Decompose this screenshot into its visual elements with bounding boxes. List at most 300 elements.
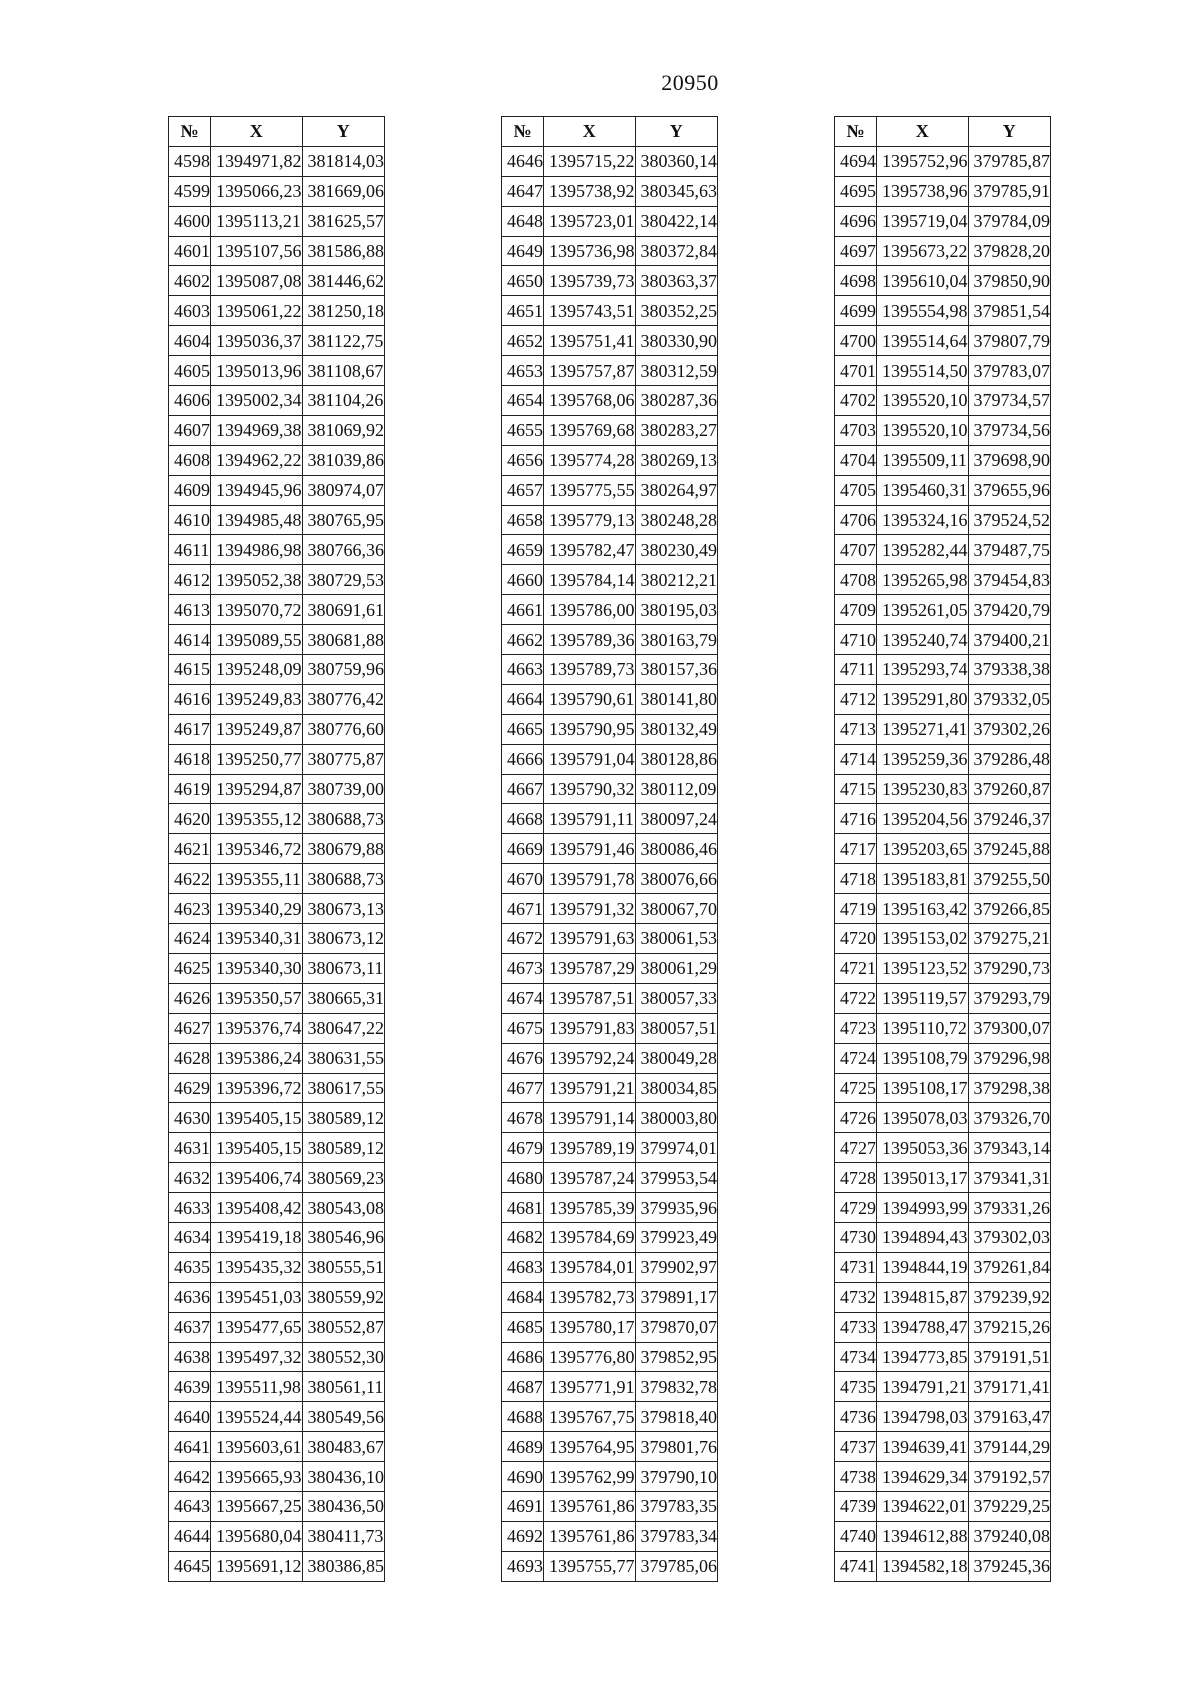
- point-number-cell: 4682: [502, 1222, 544, 1252]
- y-coordinate-cell: 379171,41: [968, 1372, 1051, 1402]
- x-coordinate-cell: 1394985,48: [211, 505, 303, 535]
- x-coordinate-cell: 1395249,83: [211, 684, 303, 714]
- y-coordinate-cell: 379246,37: [968, 804, 1051, 834]
- y-coordinate-cell: 380776,60: [302, 714, 385, 744]
- x-coordinate-cell: 1395451,03: [211, 1282, 303, 1312]
- point-number-cell: 4600: [169, 206, 211, 236]
- point-number-cell: 4720: [835, 924, 877, 954]
- table-row: [502, 236, 718, 266]
- table-row: [835, 176, 1051, 206]
- y-coordinate-cell: 380436,50: [302, 1491, 385, 1521]
- y-coordinate-cell: 379783,07: [968, 356, 1051, 386]
- table-row: [835, 1521, 1051, 1551]
- x-coordinate-cell: 1395282,44: [877, 535, 969, 565]
- table-row: [502, 924, 718, 954]
- y-coordinate-cell: 380665,31: [302, 983, 385, 1013]
- point-number-cell: 4606: [169, 386, 211, 416]
- coordinate-table-1: [168, 116, 385, 1582]
- point-number-cell: 4657: [502, 475, 544, 505]
- x-coordinate-cell: 1394945,96: [211, 475, 303, 505]
- x-coordinate-cell: 1395776,80: [544, 1342, 636, 1372]
- table-row: [502, 1252, 718, 1282]
- point-number-cell: 4697: [835, 236, 877, 266]
- table-row: [502, 1521, 718, 1551]
- table-row: [169, 1222, 385, 1252]
- point-number-cell: 4674: [502, 983, 544, 1013]
- x-coordinate-cell: 1394993,99: [877, 1193, 969, 1223]
- point-number-cell: 4725: [835, 1073, 877, 1103]
- point-number-cell: 4630: [169, 1103, 211, 1133]
- table-row: [502, 1462, 718, 1492]
- table-row: [835, 1462, 1051, 1492]
- point-number-cell: 4726: [835, 1103, 877, 1133]
- x-coordinate-cell: 1395780,17: [544, 1312, 636, 1342]
- x-coordinate-cell: 1395107,56: [211, 236, 303, 266]
- x-coordinate-cell: 1395767,75: [544, 1402, 636, 1432]
- point-number-cell: 4670: [502, 864, 544, 894]
- table-row: [502, 655, 718, 685]
- y-coordinate-cell: 380589,12: [302, 1133, 385, 1163]
- table-row: [169, 356, 385, 386]
- point-number-cell: 4643: [169, 1491, 211, 1521]
- x-coordinate-cell: 1394894,43: [877, 1222, 969, 1252]
- y-coordinate-cell: 380057,33: [635, 983, 718, 1013]
- x-coordinate-cell: 1395070,72: [211, 595, 303, 625]
- point-number-cell: 4692: [502, 1521, 544, 1551]
- y-coordinate-cell: 380312,59: [635, 356, 718, 386]
- x-coordinate-cell: 1395764,95: [544, 1432, 636, 1462]
- y-coordinate-cell: 380230,49: [635, 535, 718, 565]
- table-row: [835, 684, 1051, 714]
- x-coordinate-cell: 1395719,04: [877, 206, 969, 236]
- table-row: [502, 1432, 718, 1462]
- y-coordinate-cell: 379266,85: [968, 894, 1051, 924]
- table-row: [169, 326, 385, 356]
- y-coordinate-cell: 380067,70: [635, 894, 718, 924]
- table-row: [502, 206, 718, 236]
- y-coordinate-cell: 379286,48: [968, 744, 1051, 774]
- x-coordinate-cell: 1395406,74: [211, 1163, 303, 1193]
- x-coordinate-cell: 1395680,04: [211, 1521, 303, 1551]
- point-number-cell: 4708: [835, 565, 877, 595]
- x-coordinate-cell: 1395715,22: [544, 146, 636, 176]
- table-row: [169, 1521, 385, 1551]
- table-row: [835, 1103, 1051, 1133]
- y-coordinate-cell: 380264,97: [635, 475, 718, 505]
- point-number-cell: 4659: [502, 535, 544, 565]
- table-row: [169, 1282, 385, 1312]
- y-coordinate-cell: 379832,78: [635, 1372, 718, 1402]
- x-coordinate-cell: 1395052,38: [211, 565, 303, 595]
- point-number-cell: 4665: [502, 714, 544, 744]
- y-coordinate-cell: 379260,87: [968, 774, 1051, 804]
- x-coordinate-cell: 1395791,83: [544, 1013, 636, 1043]
- x-coordinate-cell: 1395355,12: [211, 804, 303, 834]
- coordinate-table-2: [501, 116, 718, 1582]
- point-number-cell: 4655: [502, 415, 544, 445]
- x-coordinate-cell: 1395355,11: [211, 864, 303, 894]
- point-number-cell: 4732: [835, 1282, 877, 1312]
- table-row: [502, 1013, 718, 1043]
- y-coordinate-cell: 380555,51: [302, 1252, 385, 1282]
- table-row: [835, 595, 1051, 625]
- table-row: [835, 1372, 1051, 1402]
- table-row: [835, 1342, 1051, 1372]
- table-row: [835, 415, 1051, 445]
- x-coordinate-cell: 1395497,32: [211, 1342, 303, 1372]
- point-number-cell: 4651: [502, 296, 544, 326]
- x-coordinate-cell: 1395782,47: [544, 535, 636, 565]
- coordinate-table-3: [834, 116, 1051, 1582]
- table-row: [169, 1103, 385, 1133]
- y-coordinate-cell: 380157,36: [635, 655, 718, 685]
- table-row: [169, 505, 385, 535]
- point-number-cell: 4626: [169, 983, 211, 1013]
- table-row: [502, 983, 718, 1013]
- table-body: [835, 146, 1051, 1581]
- point-number-cell: 4649: [502, 236, 544, 266]
- x-coordinate-cell: 1395786,00: [544, 595, 636, 625]
- y-coordinate-cell: 380561,11: [302, 1372, 385, 1402]
- point-number-cell: 4612: [169, 565, 211, 595]
- point-number-cell: 4696: [835, 206, 877, 236]
- point-number-cell: 4613: [169, 595, 211, 625]
- table-row: [169, 774, 385, 804]
- table-row: [169, 1342, 385, 1372]
- y-coordinate-cell: 379953,54: [635, 1163, 718, 1193]
- table-row: [169, 1043, 385, 1073]
- table-row: [835, 535, 1051, 565]
- point-number-cell: 4601: [169, 236, 211, 266]
- point-number-cell: 4653: [502, 356, 544, 386]
- x-coordinate-cell: 1395791,78: [544, 864, 636, 894]
- y-coordinate-cell: 379785,91: [968, 176, 1051, 206]
- y-coordinate-cell: 380765,95: [302, 505, 385, 535]
- table-row: [169, 595, 385, 625]
- y-coordinate-cell: 380345,63: [635, 176, 718, 206]
- point-number-cell: 4680: [502, 1163, 544, 1193]
- y-coordinate-cell: 379870,07: [635, 1312, 718, 1342]
- point-number-cell: 4738: [835, 1462, 877, 1492]
- table-row: [835, 1133, 1051, 1163]
- y-coordinate-cell: 379332,05: [968, 684, 1051, 714]
- x-coordinate-cell: 1395340,30: [211, 953, 303, 983]
- y-coordinate-cell: 379902,97: [635, 1252, 718, 1282]
- table-row: [835, 1252, 1051, 1282]
- y-coordinate-cell: 380673,11: [302, 953, 385, 983]
- point-number-cell: 4647: [502, 176, 544, 206]
- y-coordinate-cell: 379275,21: [968, 924, 1051, 954]
- x-coordinate-cell: 1395376,74: [211, 1013, 303, 1043]
- y-coordinate-cell: 379290,73: [968, 953, 1051, 983]
- point-number-cell: 4609: [169, 475, 211, 505]
- table-row: [502, 1043, 718, 1073]
- point-number-cell: 4607: [169, 415, 211, 445]
- y-coordinate-cell: 381108,67: [302, 356, 385, 386]
- point-number-cell: 4604: [169, 326, 211, 356]
- x-coordinate-cell: 1394971,82: [211, 146, 303, 176]
- table-row: [169, 266, 385, 296]
- y-coordinate-cell: 380330,90: [635, 326, 718, 356]
- point-number-cell: 4667: [502, 774, 544, 804]
- y-coordinate-cell: 380049,28: [635, 1043, 718, 1073]
- x-coordinate-cell: 1395259,36: [877, 744, 969, 774]
- table-row: [835, 655, 1051, 685]
- y-coordinate-cell: 379293,79: [968, 983, 1051, 1013]
- point-number-cell: 4669: [502, 834, 544, 864]
- table-row: [835, 386, 1051, 416]
- x-coordinate-cell: 1395738,96: [877, 176, 969, 206]
- y-coordinate-cell: 381669,06: [302, 176, 385, 206]
- x-coordinate-cell: 1395743,51: [544, 296, 636, 326]
- table-row: [169, 953, 385, 983]
- y-coordinate-cell: 381069,92: [302, 415, 385, 445]
- point-number-cell: 4731: [835, 1252, 877, 1282]
- y-coordinate-cell: 380974,07: [302, 475, 385, 505]
- x-coordinate-cell: 1395790,61: [544, 684, 636, 714]
- table-row: [502, 953, 718, 983]
- y-coordinate-cell: 379163,47: [968, 1402, 1051, 1432]
- y-coordinate-cell: 380546,96: [302, 1222, 385, 1252]
- y-coordinate-cell: 381586,88: [302, 236, 385, 266]
- x-coordinate-cell: 1395053,36: [877, 1133, 969, 1163]
- x-coordinate-cell: 1395762,99: [544, 1462, 636, 1492]
- table-body: [502, 146, 718, 1581]
- y-coordinate-cell: 380269,13: [635, 445, 718, 475]
- point-number-cell: 4619: [169, 774, 211, 804]
- table-row: [502, 1342, 718, 1372]
- x-coordinate-cell: 1395791,63: [544, 924, 636, 954]
- x-coordinate-cell: 1395340,31: [211, 924, 303, 954]
- y-coordinate-cell: 379239,92: [968, 1282, 1051, 1312]
- point-number-cell: 4713: [835, 714, 877, 744]
- table-row: [169, 655, 385, 685]
- table-row: [169, 1491, 385, 1521]
- table-row: [502, 565, 718, 595]
- x-coordinate-cell: 1395771,91: [544, 1372, 636, 1402]
- y-coordinate-cell: 380775,87: [302, 744, 385, 774]
- x-coordinate-cell: 1395782,73: [544, 1282, 636, 1312]
- y-coordinate-cell: 379801,76: [635, 1432, 718, 1462]
- y-coordinate-cell: 380559,92: [302, 1282, 385, 1312]
- point-number-cell: 4684: [502, 1282, 544, 1312]
- table-row: [169, 206, 385, 236]
- point-number-cell: 4660: [502, 565, 544, 595]
- header-y: Y: [302, 117, 385, 147]
- y-coordinate-cell: 380061,29: [635, 953, 718, 983]
- table-row: [169, 475, 385, 505]
- x-coordinate-cell: 1394986,98: [211, 535, 303, 565]
- y-coordinate-cell: 380729,53: [302, 565, 385, 595]
- table-row: [502, 894, 718, 924]
- x-coordinate-cell: 1395791,04: [544, 744, 636, 774]
- table-row: [835, 744, 1051, 774]
- table-header-row: [169, 117, 385, 147]
- x-coordinate-cell: 1394798,03: [877, 1402, 969, 1432]
- x-coordinate-cell: 1395757,87: [544, 356, 636, 386]
- table-row: [169, 684, 385, 714]
- x-coordinate-cell: 1395087,08: [211, 266, 303, 296]
- point-number-cell: 4719: [835, 894, 877, 924]
- point-number-cell: 4730: [835, 1222, 877, 1252]
- point-number-cell: 4672: [502, 924, 544, 954]
- table-row: [835, 356, 1051, 386]
- table-row: [835, 804, 1051, 834]
- table-row: [502, 415, 718, 445]
- x-coordinate-cell: 1395036,37: [211, 326, 303, 356]
- point-number-cell: 4671: [502, 894, 544, 924]
- x-coordinate-cell: 1395460,31: [877, 475, 969, 505]
- table-row: [169, 1133, 385, 1163]
- table-row: [502, 1073, 718, 1103]
- point-number-cell: 4616: [169, 684, 211, 714]
- y-coordinate-cell: 379734,57: [968, 386, 1051, 416]
- point-number-cell: 4722: [835, 983, 877, 1013]
- x-coordinate-cell: 1395346,72: [211, 834, 303, 864]
- header-y: Y: [968, 117, 1051, 147]
- y-coordinate-cell: 379828,20: [968, 236, 1051, 266]
- point-number-cell: 4598: [169, 146, 211, 176]
- y-coordinate-cell: 380411,73: [302, 1521, 385, 1551]
- table-row: [169, 386, 385, 416]
- point-number-cell: 4737: [835, 1432, 877, 1462]
- x-coordinate-cell: 1395791,32: [544, 894, 636, 924]
- point-number-cell: 4638: [169, 1342, 211, 1372]
- x-coordinate-cell: 1395350,57: [211, 983, 303, 1013]
- point-number-cell: 4666: [502, 744, 544, 774]
- table-row: [502, 1133, 718, 1163]
- x-coordinate-cell: 1395785,39: [544, 1193, 636, 1223]
- y-coordinate-cell: 380681,88: [302, 625, 385, 655]
- x-coordinate-cell: 1395405,15: [211, 1103, 303, 1133]
- x-coordinate-cell: 1395774,28: [544, 445, 636, 475]
- table-row: [169, 236, 385, 266]
- y-coordinate-cell: 380212,21: [635, 565, 718, 595]
- y-coordinate-cell: 380132,49: [635, 714, 718, 744]
- point-number-cell: 4663: [502, 655, 544, 685]
- point-number-cell: 4676: [502, 1043, 544, 1073]
- x-coordinate-cell: 1394969,38: [211, 415, 303, 445]
- point-number-cell: 4681: [502, 1193, 544, 1223]
- y-coordinate-cell: 379341,31: [968, 1163, 1051, 1193]
- x-coordinate-cell: 1395396,72: [211, 1073, 303, 1103]
- y-coordinate-cell: 381250,18: [302, 296, 385, 326]
- point-number-cell: 4716: [835, 804, 877, 834]
- table-row: [169, 1163, 385, 1193]
- point-number-cell: 4645: [169, 1551, 211, 1581]
- x-coordinate-cell: 1395791,21: [544, 1073, 636, 1103]
- point-number-cell: 4629: [169, 1073, 211, 1103]
- point-number-cell: 4599: [169, 176, 211, 206]
- y-coordinate-cell: 379974,01: [635, 1133, 718, 1163]
- y-coordinate-cell: 380688,73: [302, 804, 385, 834]
- table-row: [502, 1282, 718, 1312]
- point-number-cell: 4741: [835, 1551, 877, 1581]
- x-coordinate-cell: 1395066,23: [211, 176, 303, 206]
- table-row: [835, 206, 1051, 236]
- y-coordinate-cell: 380360,14: [635, 146, 718, 176]
- y-coordinate-cell: 380688,73: [302, 864, 385, 894]
- y-coordinate-cell: 379807,79: [968, 326, 1051, 356]
- x-coordinate-cell: 1395203,65: [877, 834, 969, 864]
- table-row: [835, 445, 1051, 475]
- table-row: [169, 804, 385, 834]
- x-coordinate-cell: 1395183,81: [877, 864, 969, 894]
- x-coordinate-cell: 1394844,19: [877, 1252, 969, 1282]
- x-coordinate-cell: 1395265,98: [877, 565, 969, 595]
- x-coordinate-cell: 1395163,42: [877, 894, 969, 924]
- table-row: [835, 924, 1051, 954]
- y-coordinate-cell: 380141,80: [635, 684, 718, 714]
- table-row: [835, 983, 1051, 1013]
- y-coordinate-cell: 379338,38: [968, 655, 1051, 685]
- y-coordinate-cell: 380386,85: [302, 1551, 385, 1581]
- y-coordinate-cell: 380352,25: [635, 296, 718, 326]
- table-row: [835, 864, 1051, 894]
- x-coordinate-cell: 1395792,24: [544, 1043, 636, 1073]
- table-row: [502, 1551, 718, 1581]
- point-number-cell: 4661: [502, 595, 544, 625]
- y-coordinate-cell: 380363,37: [635, 266, 718, 296]
- point-number-cell: 4701: [835, 356, 877, 386]
- table-row: [169, 1193, 385, 1223]
- x-coordinate-cell: 1395153,02: [877, 924, 969, 954]
- table-row: [169, 834, 385, 864]
- x-coordinate-cell: 1395791,14: [544, 1103, 636, 1133]
- point-number-cell: 4690: [502, 1462, 544, 1492]
- y-coordinate-cell: 380422,14: [635, 206, 718, 236]
- table-row: [835, 1222, 1051, 1252]
- table-row: [502, 684, 718, 714]
- point-number-cell: 4644: [169, 1521, 211, 1551]
- y-coordinate-cell: 379454,83: [968, 565, 1051, 595]
- y-coordinate-cell: 379783,35: [635, 1491, 718, 1521]
- y-coordinate-cell: 379734,56: [968, 415, 1051, 445]
- x-coordinate-cell: 1394815,87: [877, 1282, 969, 1312]
- y-coordinate-cell: 379935,96: [635, 1193, 718, 1223]
- point-number-cell: 4715: [835, 774, 877, 804]
- point-number-cell: 4691: [502, 1491, 544, 1521]
- table-row: [502, 714, 718, 744]
- table-row: [502, 1312, 718, 1342]
- point-number-cell: 4694: [835, 146, 877, 176]
- point-number-cell: 4610: [169, 505, 211, 535]
- y-coordinate-cell: 380739,00: [302, 774, 385, 804]
- header-number: №: [835, 117, 877, 147]
- x-coordinate-cell: 1395524,44: [211, 1402, 303, 1432]
- x-coordinate-cell: 1394612,88: [877, 1521, 969, 1551]
- table-row: [169, 714, 385, 744]
- point-number-cell: 4698: [835, 266, 877, 296]
- point-number-cell: 4717: [835, 834, 877, 864]
- x-coordinate-cell: 1395249,87: [211, 714, 303, 744]
- x-coordinate-cell: 1394962,22: [211, 445, 303, 475]
- x-coordinate-cell: 1395089,55: [211, 625, 303, 655]
- x-coordinate-cell: 1395761,86: [544, 1491, 636, 1521]
- x-coordinate-cell: 1395119,57: [877, 983, 969, 1013]
- table-row: [169, 535, 385, 565]
- y-coordinate-cell: 380163,79: [635, 625, 718, 655]
- table-row: [835, 565, 1051, 595]
- point-number-cell: 4693: [502, 1551, 544, 1581]
- point-number-cell: 4625: [169, 953, 211, 983]
- y-coordinate-cell: 379302,03: [968, 1222, 1051, 1252]
- table-row: [169, 983, 385, 1013]
- y-coordinate-cell: 379698,90: [968, 445, 1051, 475]
- x-coordinate-cell: 1395520,10: [877, 386, 969, 416]
- y-coordinate-cell: 379818,40: [635, 1402, 718, 1432]
- x-coordinate-cell: 1395514,50: [877, 356, 969, 386]
